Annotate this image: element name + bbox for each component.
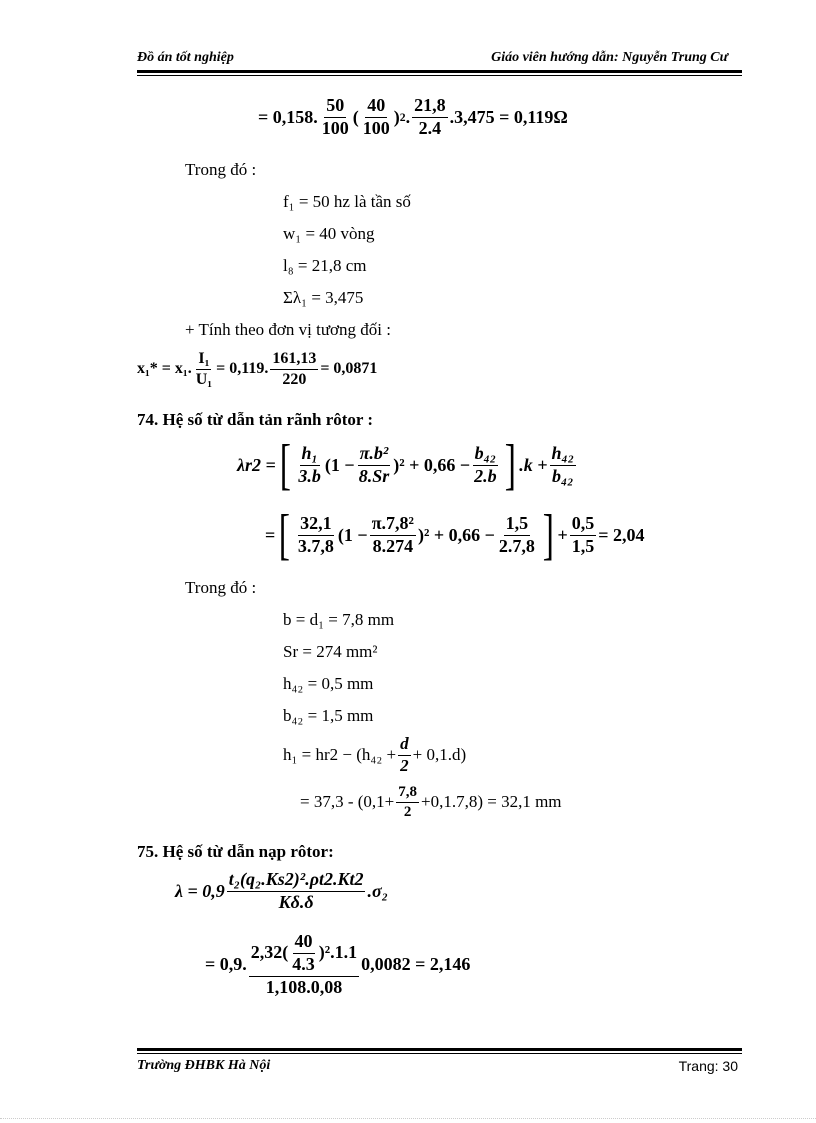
page-edge <box>0 1118 816 1119</box>
eq-text: .3,475 = 0,119Ω <box>449 106 568 127</box>
header-rule <box>137 70 742 73</box>
var-item: Σλ₁ = 3,475 <box>283 288 364 307</box>
section-75-title: 75. Hệ số từ dẫn nạp rôtor: <box>137 842 334 861</box>
var-item: h₄₂ = 0,5 mm <box>283 674 374 693</box>
header-right: Giáo viên hướng dẫn: Nguyễn Trung Cư <box>491 50 728 65</box>
footer-rule <box>137 1048 742 1051</box>
equation-74-values: = [ $\frac{32,1}{3.7,8}$ (1 − $\frac{\text{π.7,8²}}{8.274}$ )² + 0,66 − $\frac{1,5}{2.7,8}$ ] + $\frac{0,5}{1,5}$ = 2,04 <box>265 504 645 566</box>
fraction: $\frac{0,5}{1,5}$ <box>571 512 595 556</box>
var-item: b = d₁ = 7,8 mm <box>283 610 395 629</box>
fraction: 2,32( $\frac{40}{4.3}$ )².1.1 1,108.0,08 <box>250 931 358 997</box>
equation-75-values: = 0,9. 2,32( $\frac{40}{4.3}$ )².1.1 1,108.0,08 0,0082 = 2,146 <box>205 931 471 997</box>
equation-relative: x₁* = x₁. $\frac{\text{I₁}}{\text{U₁}}$ = 0,119. $\frac{161,13}{220}$ = 0,0871 <box>137 350 378 388</box>
eq-text: = 0,158. <box>258 106 318 127</box>
fraction: $\frac{40}{100}$ <box>362 95 390 138</box>
fraction: $\frac{21,8}{2.4}$ <box>414 95 446 138</box>
fraction: $\frac{7,8}{2}$ <box>398 784 417 820</box>
var-item: w₁ = 40 vòng <box>283 224 375 243</box>
fraction: $\frac{50}{100}$ <box>321 95 349 138</box>
fraction: $\frac{\text{I₁}}{\text{U₁}}$ <box>195 350 213 388</box>
fraction: $\frac{\text{t₂(q₂.Ks2)².ρt2.Kt2}}{K\delta.\delta}$ <box>228 869 364 912</box>
section-74-title: 74. Hệ số từ dẫn tản rãnh rôtor : <box>137 410 374 429</box>
h1-formula: h₁ = hr2 − (h₄₂ + $\frac{d}{2}$ + 0,1.d) <box>283 734 467 775</box>
var-item: f₁ = 50 hz là tần số <box>283 192 411 211</box>
fraction: $\frac{32,1}{3.7,8}$ <box>297 512 334 556</box>
where-label: Trong đó : <box>185 578 257 597</box>
equation-reactance: = 0,158. $\frac{50}{100}$ ( $\frac{40}{100}$ ) 2 . $\frac{21,8}{2.4}$ .3,475 = 0,119Ω <box>258 95 568 138</box>
where-label: Trong đó : <box>185 160 257 179</box>
relative-title: + Tính theo đơn vị tương đối : <box>185 320 391 339</box>
equation-74-formula: λr2 = [ $\frac{\text{h₁}}{3.b}$ (1 − $\frac{\text{π.b²}}{8.Sr}$ )² + 0,66 − $\frac{\text{b₄₂}}{2.b}$ ] .k + $\frac{\text{h₄₂}}{\text{b₄₂}}$ <box>237 434 575 496</box>
fraction: $\frac{\text{h₁}}{3.b}$ <box>298 442 321 486</box>
fraction: $\frac{\text{b₄₂}}{2.b}$ <box>474 442 497 486</box>
fraction: $\frac{161,13}{220}$ <box>272 350 317 388</box>
fraction: $\frac{d}{2}$ <box>400 734 409 775</box>
header-left: Đồ án tốt nghiệp <box>137 50 234 65</box>
fraction: $\frac{\text{h₄₂}}{\text{b₄₂}}$ <box>551 442 575 486</box>
var-item: Sr = 274 mm² <box>283 642 378 661</box>
header-rule-thin <box>137 75 742 76</box>
footer-rule-thin <box>137 1053 742 1054</box>
var-item: l₈ = 21,8 cm <box>283 256 367 275</box>
fraction: $\frac{\text{π.b²}}{8.Sr}$ <box>358 442 390 486</box>
fraction: $\frac{1,5}{2.7,8}$ <box>498 512 535 556</box>
h1-calculation: = 37,3 - (0,1+ $\frac{7,8}{2}$ +0,1.7,8) = 32,1 mm <box>300 784 562 820</box>
page-number: Trang: 30 <box>678 1058 738 1074</box>
var-item: b₄₂ = 1,5 mm <box>283 706 374 725</box>
fraction: $\frac{\text{π.7,8²}}{8.274}$ <box>371 512 414 556</box>
equation-75-formula: λ = 0,9 $\frac{\text{t₂(q₂.Ks2)².ρt2.Kt2}}{K\delta.\delta}$ .σ₂ <box>175 869 388 912</box>
fraction: $\frac{40}{4.3}$ <box>292 931 315 974</box>
footer-left: Trường ĐHBK Hà Nội <box>137 1058 271 1073</box>
